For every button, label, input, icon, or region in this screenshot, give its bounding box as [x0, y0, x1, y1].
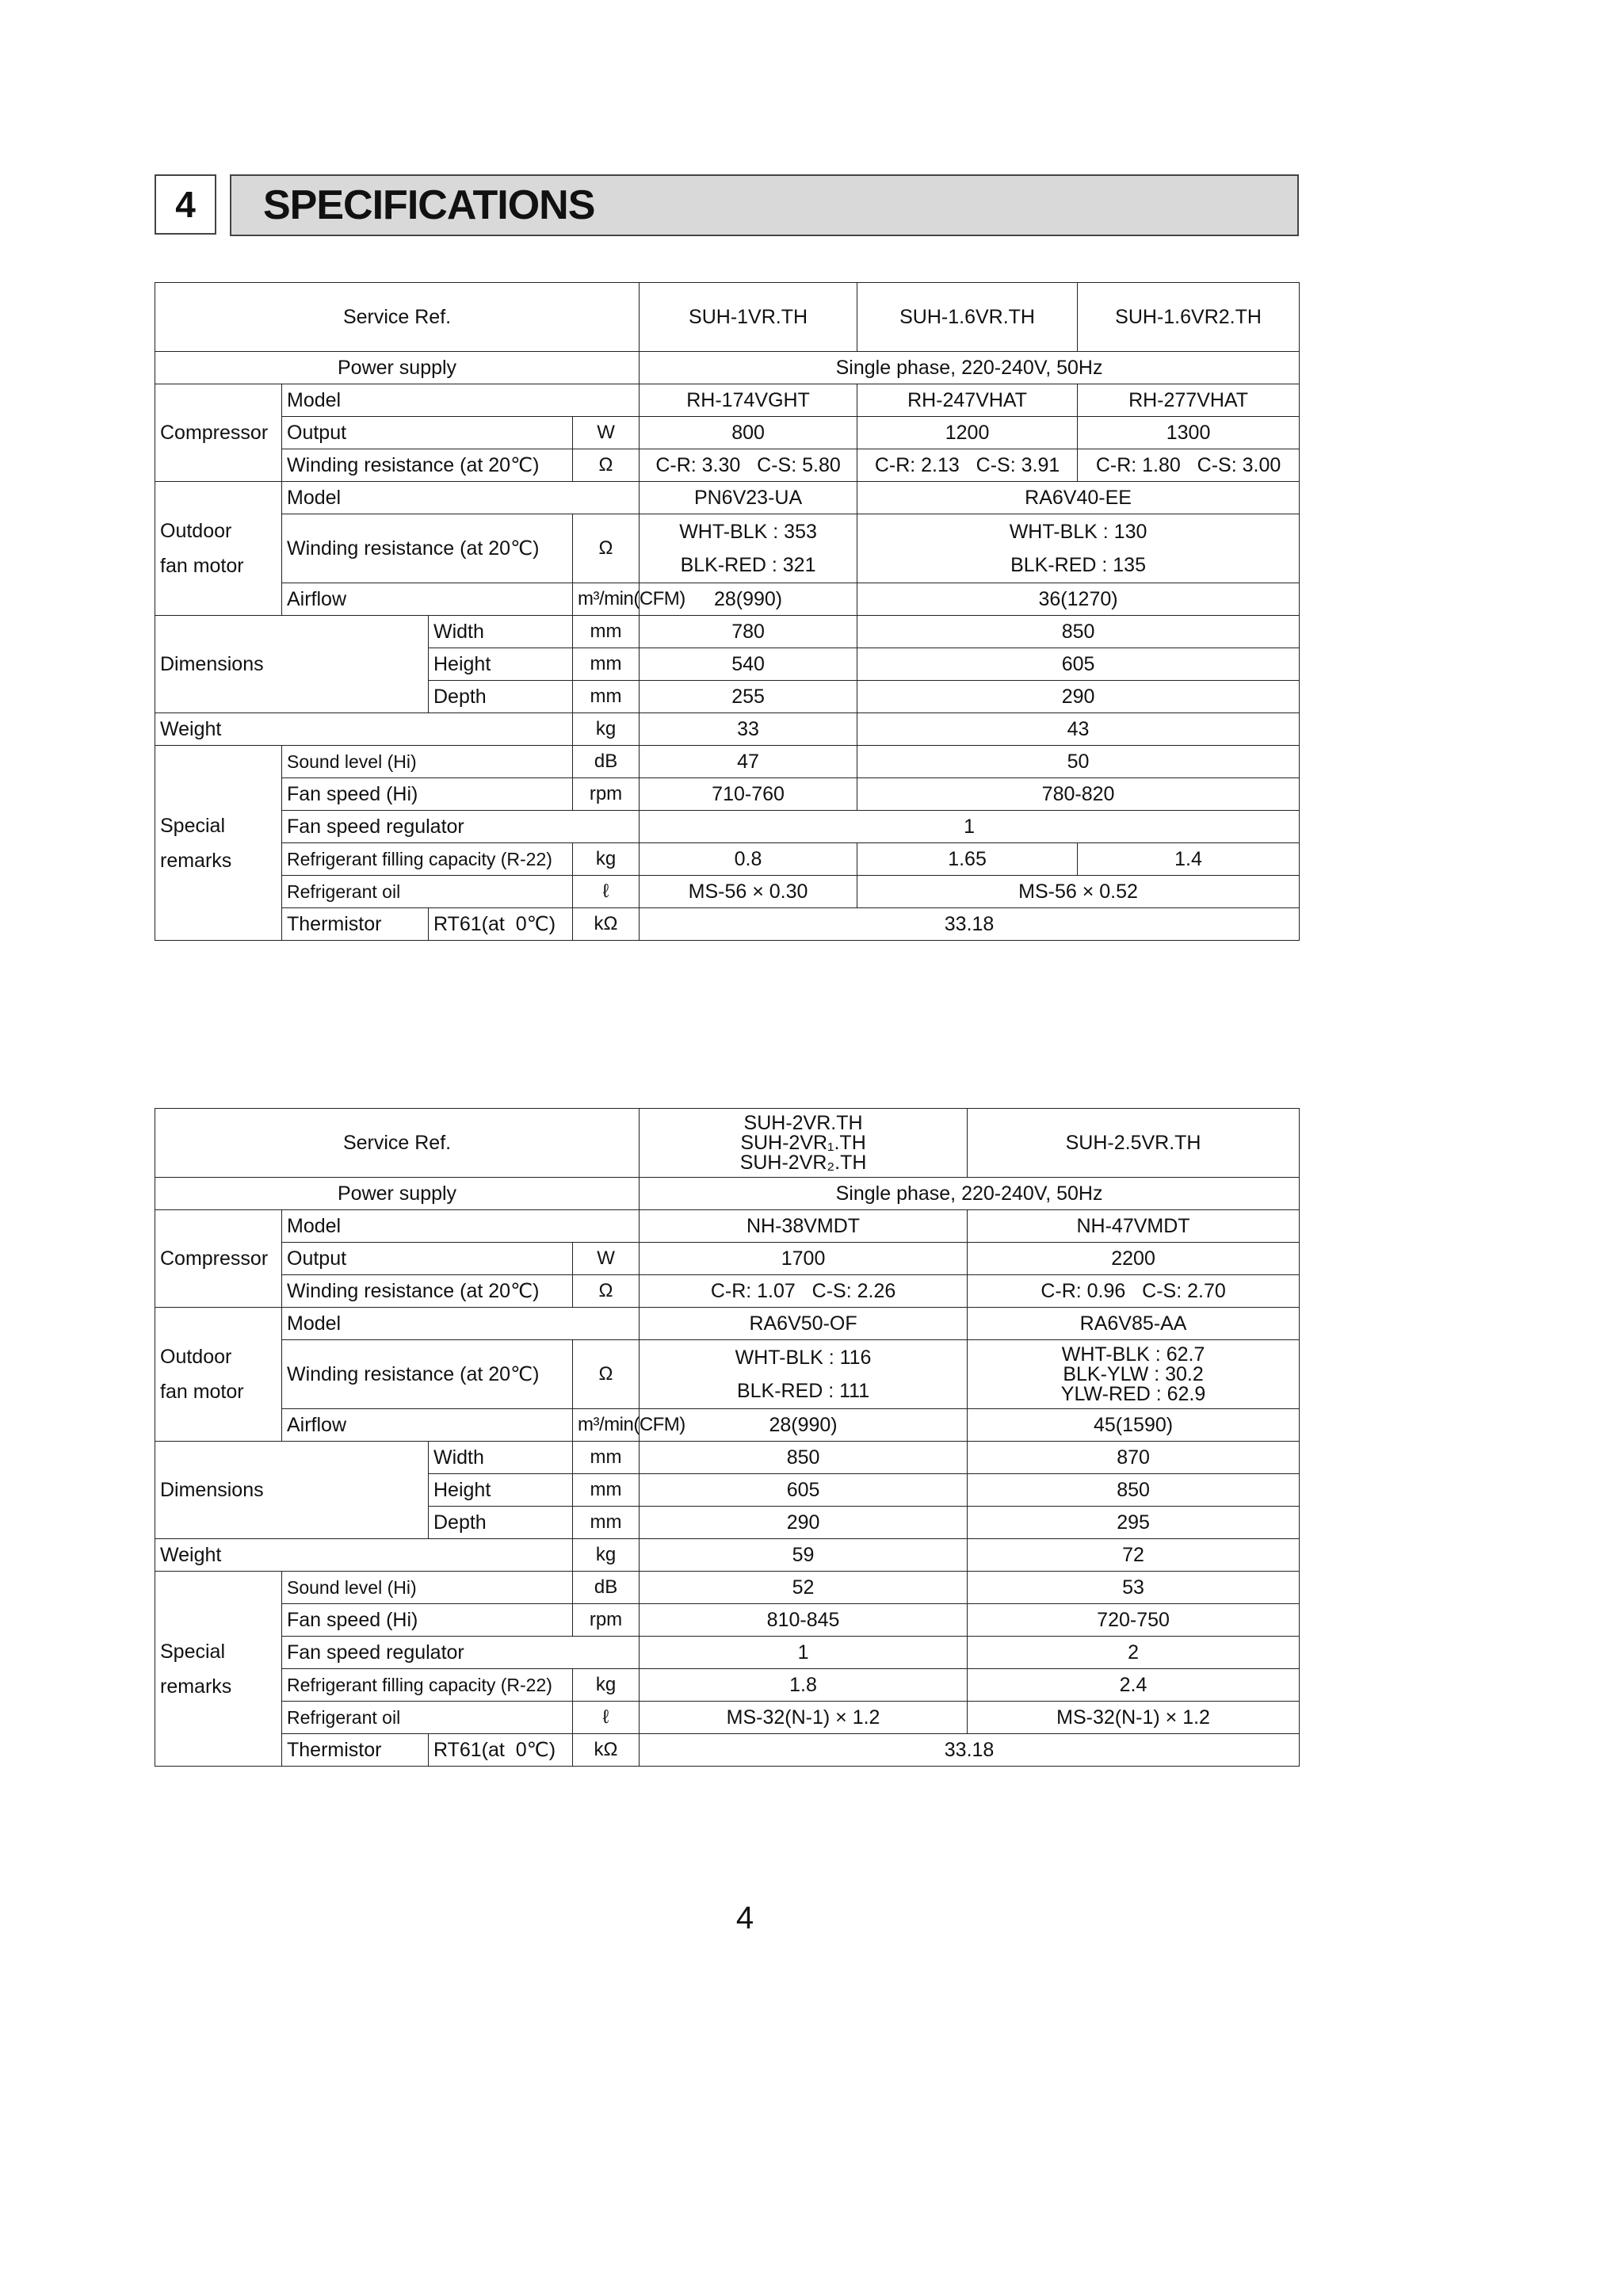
table-row [155, 1109, 1300, 1178]
model-ref: SUH-1.6VR2.TH [1078, 283, 1300, 352]
cell: 1.4 [1078, 843, 1300, 876]
cell: RH-277VHAT [1078, 384, 1300, 417]
cell: PN6V23-UA [640, 482, 857, 514]
unit: ℓ [573, 876, 640, 908]
table-row [155, 746, 1300, 778]
unit: kg [573, 1669, 640, 1702]
cell-line: BLK-YLW : 30.2 [1063, 1362, 1204, 1385]
label-line: remarks [160, 849, 232, 872]
page-number: 4 [735, 1901, 754, 1935]
power-supply-value: Single phase, 220-240V, 50Hz [640, 1178, 1300, 1210]
unit: W [573, 1243, 640, 1275]
unit: mm [573, 1474, 640, 1507]
height-label: Height [429, 648, 573, 681]
fan-model-label: Model [282, 1308, 640, 1340]
table-row [155, 283, 1300, 352]
cell: RH-174VGHT [640, 384, 857, 417]
label-line: Outdoor [160, 1346, 232, 1368]
unit: rpm [573, 778, 640, 811]
cell: C-R: 1.80 C-S: 3.00 [1078, 449, 1300, 482]
cell [640, 514, 857, 583]
cell: 1.8 [640, 1669, 968, 1702]
table-row [155, 811, 1300, 843]
cell: 295 [968, 1507, 1300, 1539]
cell: 28(990) [640, 1409, 968, 1442]
cell: C-R: 0.96 C-S: 2.70 [968, 1275, 1300, 1308]
cell: NH-38VMDT [640, 1210, 968, 1243]
depth-label: Depth [429, 1507, 573, 1539]
refrigerant-oil-label: Refrigerant oil [282, 876, 573, 908]
power-supply-label: Power supply [155, 352, 640, 384]
table-row [155, 449, 1300, 482]
table-row [155, 1637, 1300, 1669]
model-ref: SUH-2.5VR.TH [968, 1109, 1300, 1178]
table-row [155, 482, 1300, 514]
weight-label: Weight [155, 1539, 573, 1572]
cell: MS-56 × 0.30 [640, 876, 857, 908]
output-label: Output [282, 417, 573, 449]
table-row [155, 843, 1300, 876]
winding-label: Winding resistance (at 20℃) [282, 1340, 573, 1409]
depth-label: Depth [429, 681, 573, 713]
cell: 59 [640, 1539, 968, 1572]
cell-line: WHT-BLK : 353 [679, 521, 817, 543]
cell: 2 [968, 1637, 1300, 1669]
cell [857, 514, 1300, 583]
table-row [155, 1243, 1300, 1275]
unit: m³/min(CFM) [573, 583, 640, 616]
cell: 1 [640, 1637, 968, 1669]
cell-line: WHT-BLK : 116 [735, 1347, 872, 1369]
cell-line: BLK-RED : 321 [680, 554, 816, 576]
unit: m³/min(CFM) [573, 1409, 640, 1442]
width-label: Width [429, 616, 573, 648]
power-supply-value: Single phase, 220-240V, 50Hz [640, 352, 1300, 384]
unit: mm [573, 648, 640, 681]
table-row [155, 1734, 1300, 1767]
cell-line: BLK-RED : 135 [1010, 554, 1146, 576]
label-line: fan motor [160, 1381, 244, 1403]
cell: 1700 [640, 1243, 968, 1275]
model-ref-line: SUH-2VR.TH [743, 1111, 863, 1134]
model-ref-line: SUH-2VR₁.TH [740, 1131, 866, 1154]
table-row [155, 616, 1300, 648]
fan-speed-label: Fan speed (Hi) [282, 778, 573, 811]
unit: W [573, 417, 640, 449]
refrigerant-oil-label: Refrigerant oil [282, 1702, 573, 1734]
cell: 710-760 [640, 778, 857, 811]
table-row [155, 1308, 1300, 1340]
winding-label: Winding resistance (at 20℃) [282, 514, 573, 583]
model-ref: SUH-1VR.TH [640, 283, 857, 352]
unit: kΩ [573, 1734, 640, 1767]
unit: Ω [573, 514, 640, 583]
sound-label: Sound level (Hi) [282, 746, 573, 778]
cell: 850 [640, 1442, 968, 1474]
cell-line: WHT-BLK : 62.7 [1061, 1343, 1205, 1366]
table-row [155, 1604, 1300, 1637]
table-row [155, 1275, 1300, 1308]
special-remarks-label [155, 746, 282, 941]
cell: 1.65 [857, 843, 1078, 876]
cell: RH-247VHAT [857, 384, 1078, 417]
section-title: SPECIFICATIONS [230, 174, 1299, 236]
height-label: Height [429, 1474, 573, 1507]
spec-table-1 [155, 282, 1300, 941]
refrigerant-capacity-label: Refrigerant filling capacity (R-22) [282, 843, 573, 876]
cell: MS-56 × 0.52 [857, 876, 1300, 908]
table-row [155, 1442, 1300, 1474]
width-label: Width [429, 1442, 573, 1474]
unit: dB [573, 1572, 640, 1604]
fan-speed-regulator-label: Fan speed regulator [282, 811, 640, 843]
cell: 2.4 [968, 1669, 1300, 1702]
cell [640, 1340, 968, 1409]
cell: 1 [640, 811, 1300, 843]
service-ref-label: Service Ref. [155, 283, 640, 352]
unit: Ω [573, 449, 640, 482]
cell: 53 [968, 1572, 1300, 1604]
cell: 0.8 [640, 843, 857, 876]
unit: ℓ [573, 1702, 640, 1734]
section-number: 4 [155, 174, 216, 235]
compressor-label: Compressor [155, 384, 282, 482]
table-row [155, 1409, 1300, 1442]
cell: 47 [640, 746, 857, 778]
outdoor-fan-motor-label [155, 1308, 282, 1442]
dimensions-label: Dimensions [155, 616, 429, 713]
cell: 33.18 [640, 908, 1300, 941]
label-line: fan motor [160, 555, 244, 577]
output-label: Output [282, 1243, 573, 1275]
table-row [155, 713, 1300, 746]
unit: mm [573, 1442, 640, 1474]
cell: 43 [857, 713, 1300, 746]
airflow-label: Airflow [282, 1409, 573, 1442]
label-line: Outdoor [160, 520, 232, 542]
fan-model-label: Model [282, 482, 640, 514]
unit: kg [573, 1539, 640, 1572]
dimensions-label: Dimensions [155, 1442, 429, 1539]
cell: 850 [968, 1474, 1300, 1507]
table-row [155, 417, 1300, 449]
cell: 850 [857, 616, 1300, 648]
unit: kg [573, 843, 640, 876]
cell: 36(1270) [857, 583, 1300, 616]
table-row [155, 1210, 1300, 1243]
model-ref [640, 1109, 968, 1178]
model-ref: SUH-1.6VR.TH [857, 283, 1078, 352]
weight-label: Weight [155, 713, 573, 746]
cell: 605 [857, 648, 1300, 681]
airflow-label: Airflow [282, 583, 573, 616]
refrigerant-capacity-label: Refrigerant filling capacity (R-22) [282, 1669, 573, 1702]
cell: 780 [640, 616, 857, 648]
cell-line: YLW-RED : 62.9 [1060, 1382, 1206, 1405]
cell: 33.18 [640, 1734, 1300, 1767]
unit: mm [573, 1507, 640, 1539]
label-line: remarks [160, 1675, 232, 1698]
cell: 290 [857, 681, 1300, 713]
label-line: Special [160, 814, 225, 837]
cell: 605 [640, 1474, 968, 1507]
unit: dB [573, 746, 640, 778]
cell [968, 1340, 1300, 1409]
special-remarks-label [155, 1572, 282, 1767]
thermistor-label: Thermistor [282, 1734, 429, 1767]
unit: kg [573, 713, 640, 746]
cell-line: WHT-BLK : 130 [1009, 521, 1147, 543]
cell: 255 [640, 681, 857, 713]
unit: mm [573, 681, 640, 713]
thermistor-model: RT61(at 0℃) [429, 1734, 573, 1767]
cell: 290 [640, 1507, 968, 1539]
cell: MS-32(N-1) × 1.2 [968, 1702, 1300, 1734]
cell: RA6V40-EE [857, 482, 1300, 514]
table-row [155, 514, 1300, 583]
cell: MS-32(N-1) × 1.2 [640, 1702, 968, 1734]
model-ref-line: SUH-2VR₂.TH [739, 1151, 867, 1174]
table-row [155, 1178, 1300, 1210]
table-row [155, 876, 1300, 908]
cell-line: BLK-RED : 111 [736, 1380, 870, 1402]
cell: 52 [640, 1572, 968, 1604]
table-row [155, 778, 1300, 811]
cell: 780-820 [857, 778, 1300, 811]
sound-label: Sound level (Hi) [282, 1572, 573, 1604]
winding-label: Winding resistance (at 20℃) [282, 449, 573, 482]
cell: 720-750 [968, 1604, 1300, 1637]
cell: NH-47VMDT [968, 1210, 1300, 1243]
table-row [155, 1340, 1300, 1409]
unit: rpm [573, 1604, 640, 1637]
cell: 810-845 [640, 1604, 968, 1637]
power-supply-label: Power supply [155, 1178, 640, 1210]
cell: 45(1590) [968, 1409, 1300, 1442]
spec-table-2 [155, 1108, 1300, 1767]
table-row [155, 908, 1300, 941]
cell: C-R: 2.13 C-S: 3.91 [857, 449, 1078, 482]
unit: Ω [573, 1275, 640, 1308]
cell: 870 [968, 1442, 1300, 1474]
outdoor-fan-motor-label [155, 482, 282, 616]
unit: kΩ [573, 908, 640, 941]
cell: 1300 [1078, 417, 1300, 449]
cell: 1200 [857, 417, 1078, 449]
table-row [155, 352, 1300, 384]
unit: mm [573, 616, 640, 648]
label-line: Special [160, 1640, 225, 1663]
compressor-label: Compressor [155, 1210, 282, 1308]
service-ref-label: Service Ref. [155, 1109, 640, 1178]
thermistor-model: RT61(at 0℃) [429, 908, 573, 941]
cell: 540 [640, 648, 857, 681]
table-row [155, 1702, 1300, 1734]
cell: RA6V50-OF [640, 1308, 968, 1340]
winding-label: Winding resistance (at 20℃) [282, 1275, 573, 1308]
compressor-model-label: Model [282, 1210, 640, 1243]
fan-speed-label: Fan speed (Hi) [282, 1604, 573, 1637]
fan-speed-regulator-label: Fan speed regulator [282, 1637, 640, 1669]
cell: 2200 [968, 1243, 1300, 1275]
cell: 33 [640, 713, 857, 746]
cell: 800 [640, 417, 857, 449]
table-row [155, 1572, 1300, 1604]
cell: 28(990) [640, 583, 857, 616]
cell: C-R: 1.07 C-S: 2.26 [640, 1275, 968, 1308]
table-row [155, 384, 1300, 417]
cell: 50 [857, 746, 1300, 778]
cell: C-R: 3.30 C-S: 5.80 [640, 449, 857, 482]
table-row [155, 1539, 1300, 1572]
cell: 72 [968, 1539, 1300, 1572]
thermistor-label: Thermistor [282, 908, 429, 941]
cell: RA6V85-AA [968, 1308, 1300, 1340]
compressor-model-label: Model [282, 384, 640, 417]
unit: Ω [573, 1340, 640, 1409]
table-row [155, 583, 1300, 616]
table-row [155, 1669, 1300, 1702]
